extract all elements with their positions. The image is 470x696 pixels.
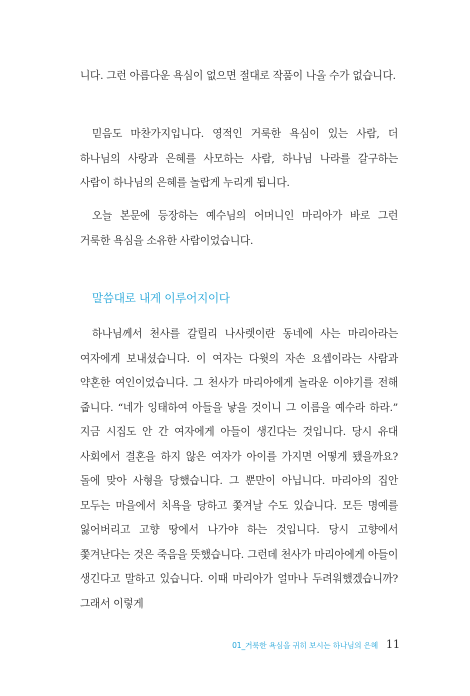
page-footer bbox=[232, 638, 400, 651]
paragraph-continued: 니다. 그런 아름다운 욕심이 없으면 절대로 작품이 나올 수가 없습니다. bbox=[80, 70, 396, 82]
section-heading: 말씀대로 내게 이루어지이다 bbox=[92, 291, 230, 305]
chapter-title: 01_거룩한 욕심을 귀히 보시는 하나님의 은혜 bbox=[232, 641, 378, 650]
page-number: 11 bbox=[386, 638, 400, 651]
paragraph-faith: 믿음도 마찬가지입니다. 영적인 거룩한 욕심이 있는 사람, 더 하나님의 사랑과 은혜를 사모하는 사람, 하나님 나라를 갈구하는 사람이 하나님의 은혜를 놀랍게 누리게 됩니다. bbox=[80, 128, 398, 189]
paragraph-body: 하나님께서 천사를 갈릴리 나사렛이란 동네에 사는 마리아라는 여자에게 보내셨습니다. 이 여자는 다윗의 자손 요셉이라는 사람과 약혼한 여인이었습니다. 그 천사가 마리아에게 놀라운 이야기를 전해 줍니다. “네가 잉태하여 아들을 낳을 것이니 그 이름을 예수라 하라.” 지금 시집도 안 간 여자에게 아들이 생긴다는 것입니다. 당시 유대 사회에서 결혼을 하지 않은 여자가 아이를 가지면 어떻게 됐을까요? 돌에 맞아 사형을 당했습니다. 그 뿐만이 아닙니다. 마리아의 집안 모두는 마을에서 치욕을 당하고 쫓겨날 수도 있습니다. 모든 명예를 잃어버리고 고향 땅에서 나가야 하는 것입니다. 당시 고향에서 쫓겨난다는 것은 죽음을 뜻했습니다. 그런데 천사가 마리아에게 아들이 생긴다고 말하고 있습니다. 이때 마리아가 얼마나 두려워했겠습니까? 그래서 이렇게 bbox=[80, 328, 398, 610]
paragraph-mary: 오늘 본문에 등장하는 예수님의 어머니인 마리아가 바로 그런 거룩한 욕심을 소유한 사람이었습니다. bbox=[80, 210, 398, 247]
